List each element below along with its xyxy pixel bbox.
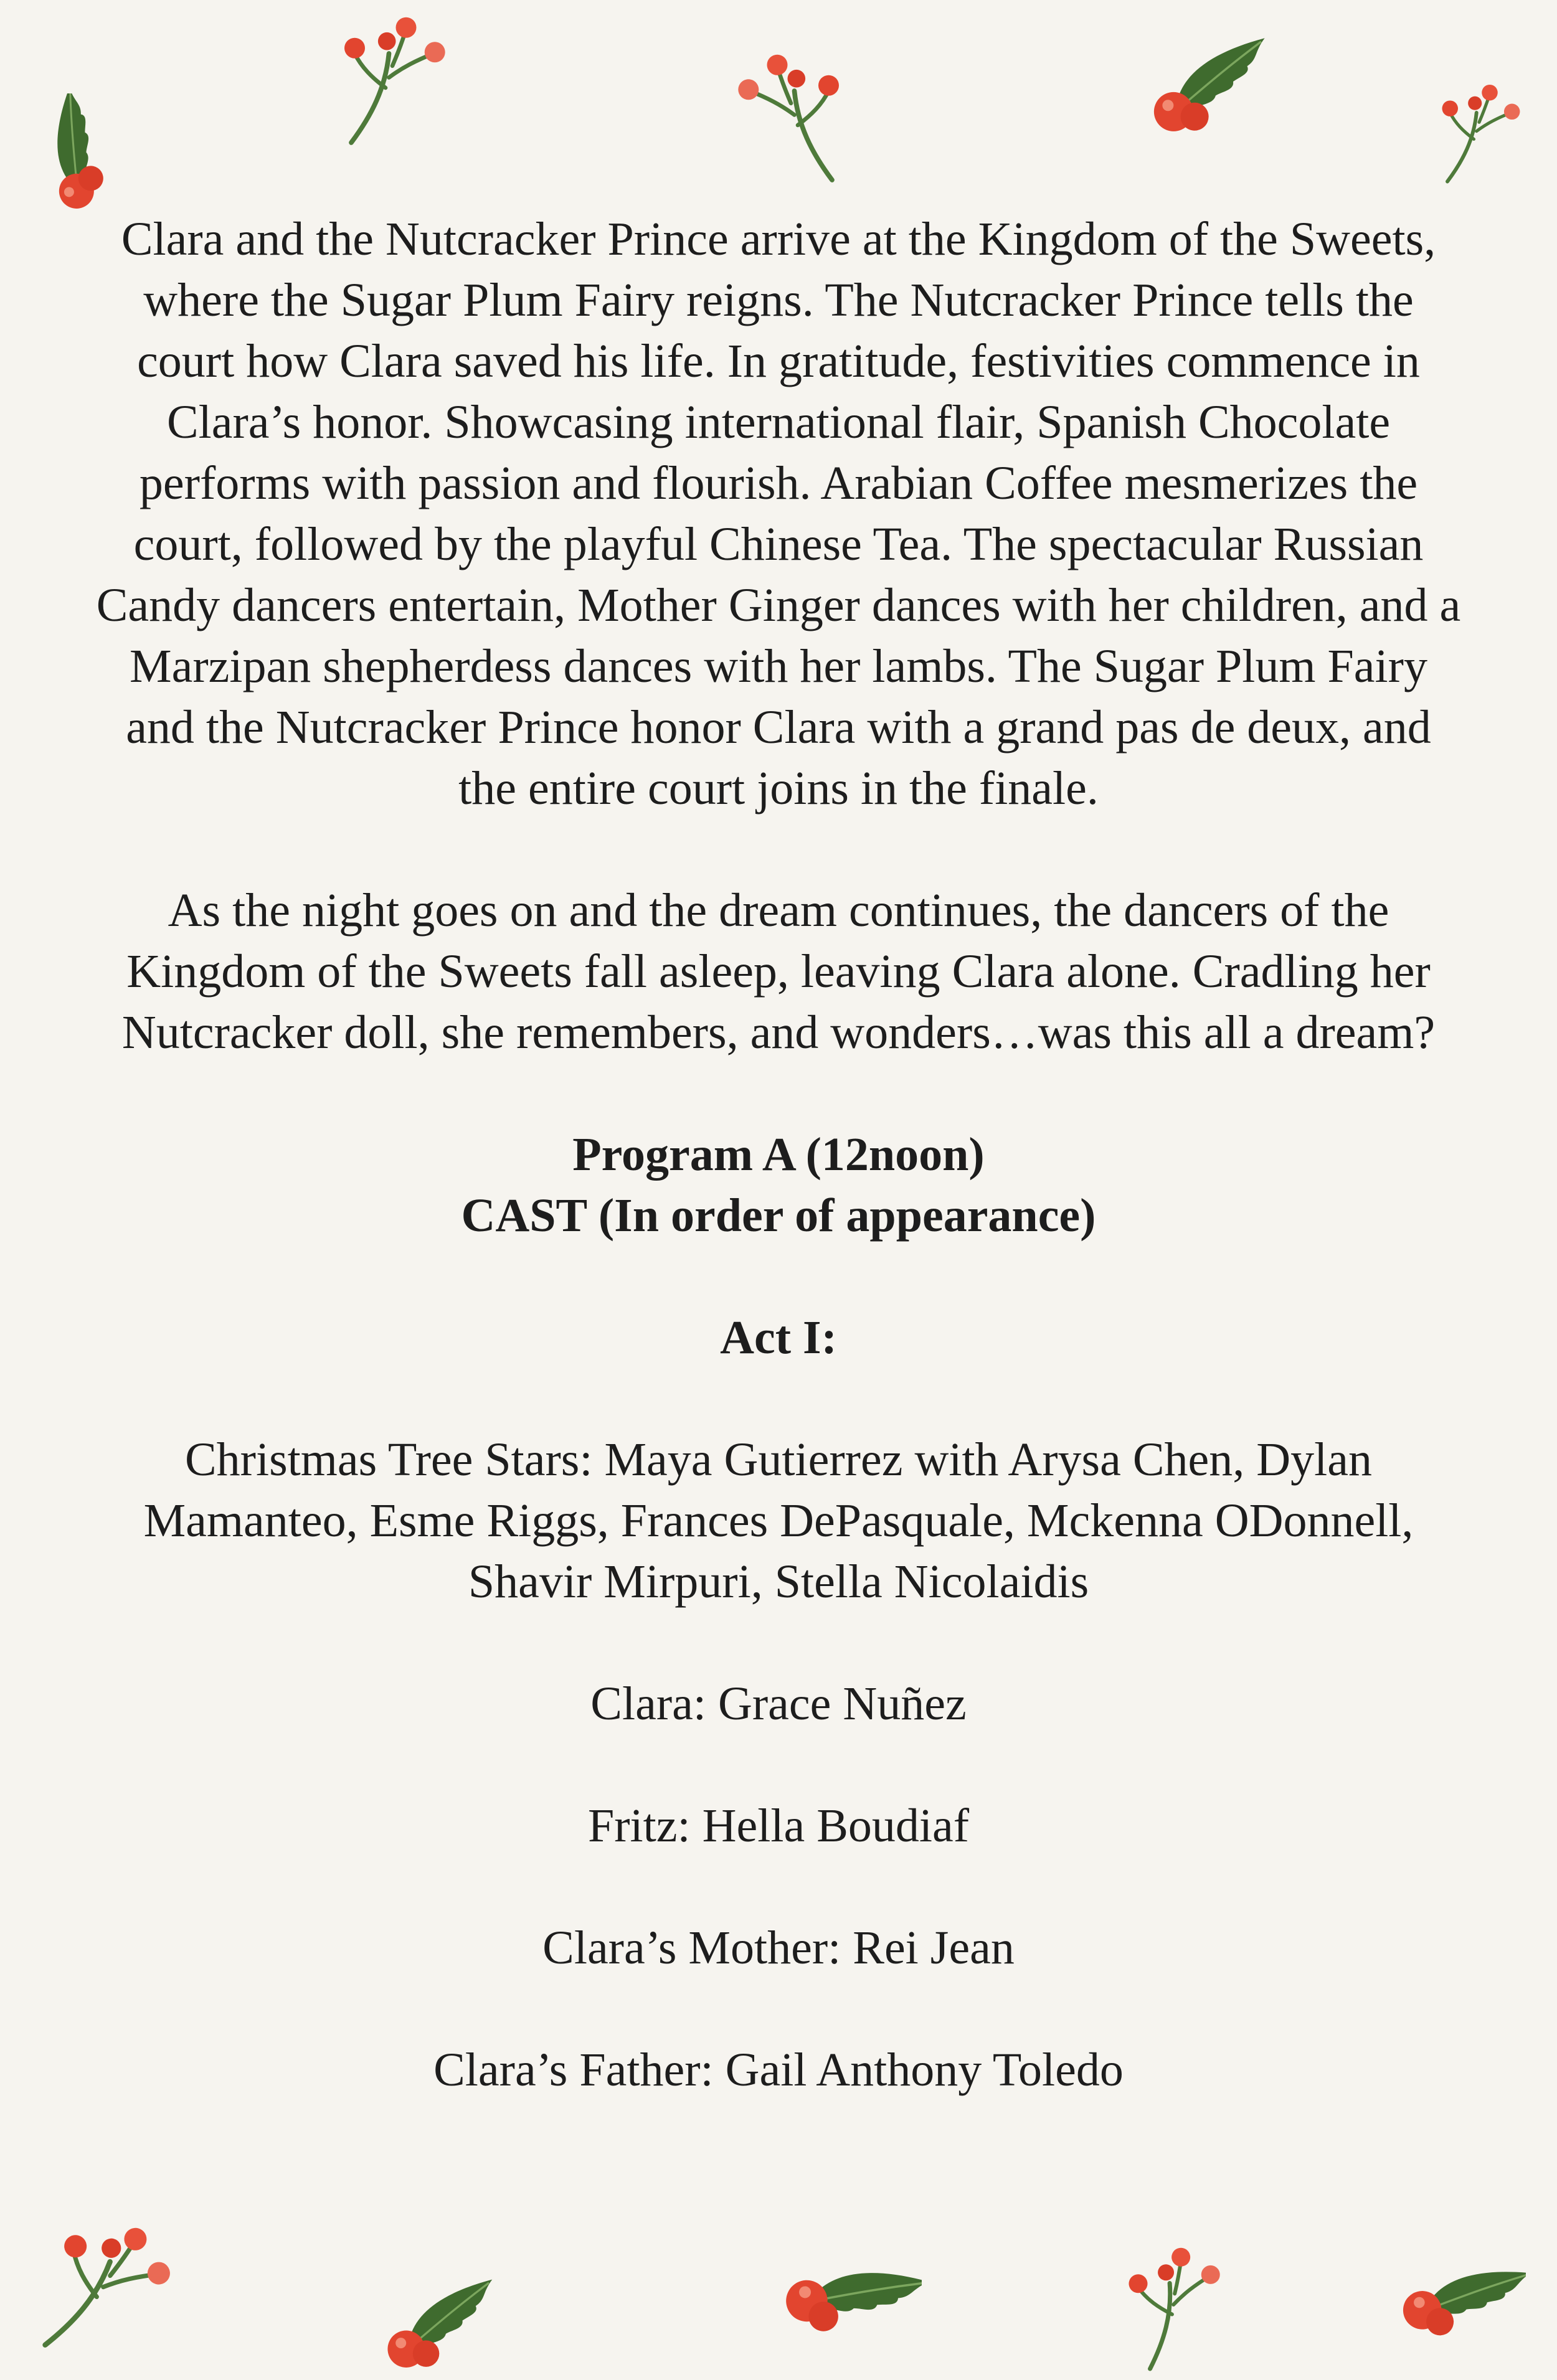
berry-sprig-icon — [722, 50, 859, 187]
cast-entry-clara: Clara: Grace Nuñez — [590, 1678, 967, 1730]
berry-sprig-icon — [324, 12, 461, 149]
berry-sprig-icon — [1426, 81, 1532, 187]
holly-leaf-icon — [25, 93, 125, 218]
berry-sprig-icon — [1115, 2242, 1239, 2373]
story-paragraph-1: Clara and the Nutcracker Prince arrive at the Kingdom of the Sweets, where the Sugar Plum Fairy reigns. The Nutcracker Prince tells the court how Clara saved his life. In gratitude, festivities commence in Clara’s honor. Showcasing international flair, Spanish Chocolate performs with passion and flourish. Arabian Coffee mesmerizes the court, followed by the playful Chinese Tea. The spectacular Russian Candy dancers entertain, Mother Ginger dances with her children, and a Marzipan shepherdess dances with her lambs. The Sugar Plum Fairy and the Nutcracker Prince honor Clara with a grand pas de deux, and the entire court joins in the finale. — [96, 213, 1461, 815]
cast-entry-fritz: Fritz: Hella Boudiaf — [587, 1800, 970, 1852]
cast-heading: CAST (In order of appearance) — [461, 1189, 1096, 1242]
holly-leaf-icon — [772, 2236, 922, 2360]
cast-entry-claras-father: Clara’s Father: Gail Anthony Toledo — [433, 2044, 1124, 2096]
program-page-content — [93, 209, 1464, 2100]
holly-leaf-icon — [1133, 31, 1277, 143]
holly-leaf-icon — [1389, 2242, 1526, 2366]
story-paragraph-2: As the night goes on and the dream continues, the dancers of the Kingdom of the Sweets fall asleep, leaving Clara alone. Cradling her Nutcracker doll, she remembers, and wonders…was this all a dream? — [121, 884, 1436, 1059]
cast-entry-claras-mother: Clara’s Mother: Rei Jean — [542, 1922, 1015, 1974]
berry-sprig-icon — [31, 2217, 181, 2366]
holly-leaf-icon — [367, 2273, 504, 2379]
program-title: Program A (12noon) — [572, 1128, 985, 1181]
cast-entry-christmas-tree-stars: Christmas Tree Stars: Maya Gutierrez with Arysa Chen, Dylan Mamanteo, Esme Riggs, Frances DePasquale, Mckenna ODonnell, Shavir Mirpuri, Stella Nicolaidis — [143, 1433, 1414, 1608]
act-heading: Act I: — [720, 1311, 837, 1364]
